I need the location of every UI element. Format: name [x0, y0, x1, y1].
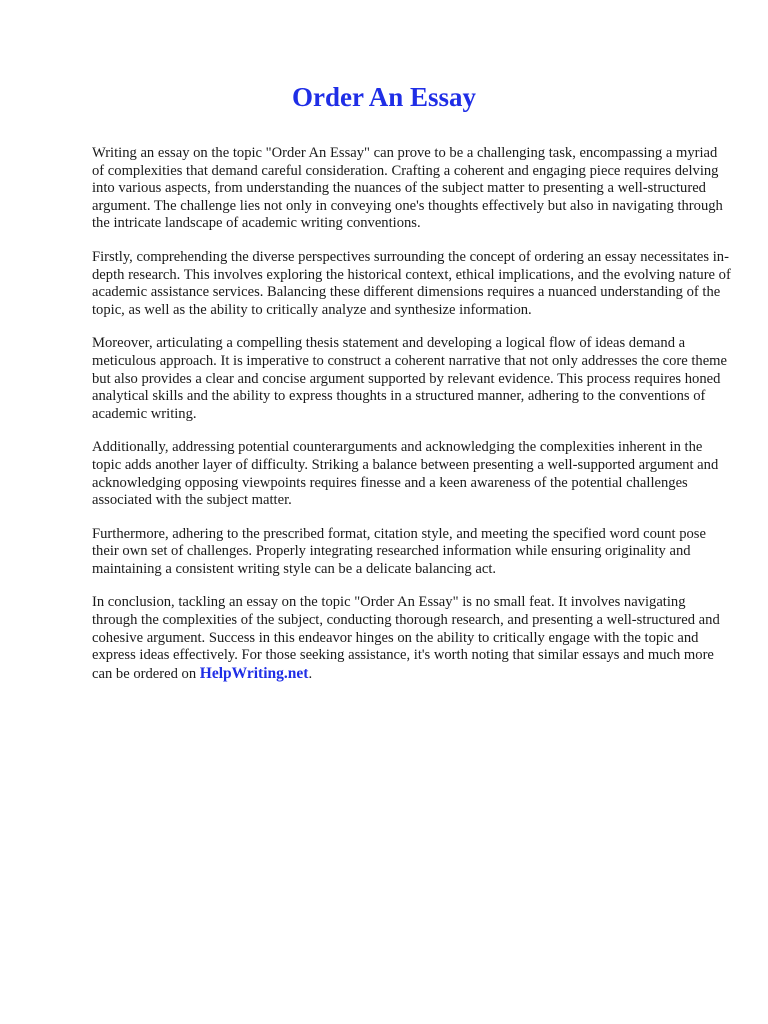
conclusion-trailing: . [308, 665, 313, 682]
paragraph-4: Additionally, addressing potential counterarguments and acknowledging the complexities inherent in the topic adds another layer of difficulty. Striking a balance between presenting a well-supported argument and acknowledging opposing viewpoints requires finesse and a keen awareness of the potential challenges associated with the subject matter. [92, 439, 719, 509]
page-title: Order An Essay [291, 82, 477, 112]
paragraph-3: Moreover, articulating a compelling thesis statement and developing a logical flow of ideas demand a meticulous approach. It is imperative to construct a coherent narrative that not only addresses the core theme but also provides a clear and concise argument supported by relevant evidence. This process requires honed analytical skills and the ability to express thoughts in a structured manner, adhering to the conventions of academic writing. [92, 335, 728, 422]
conclusion-paragraph [92, 594, 732, 683]
paragraph-2: Firstly, comprehending the diverse perspectives surrounding the concept of ordering an essay necessitates in-depth research. This involves exploring the historical context, ethical implications, and the evolving nature of academic assistance services. Balancing these different dimensions requires a nuanced understanding of the topic, as well as the ability to critically analyze and synthesize information. [92, 248, 731, 318]
essay-body [92, 145, 732, 699]
paragraph-5: Furthermore, adhering to the prescribed format, citation style, and meeting the specified word count pose their own set of challenges. Properly integrating researched information while ensuring originality and maintaining a consistent writing style can be a delicate balancing act. [92, 525, 706, 577]
conclusion-text: In conclusion, tackling an essay on the topic "Order An Essay" is no small feat. It involves navigating through the complexities of the subject, conducting thorough research, and presenting a well-structured and cohesive argument. Success in this endeavor hinges on the ability to critically engage with the topic and express ideas effectively. For those seeking assistance, it's worth noting that similar essays and much more can be ordered on [92, 594, 720, 682]
helpwriting-link[interactable]: HelpWriting.net [199, 664, 309, 682]
paragraph-1: Writing an essay on the topic "Order An Essay" can prove to be a challenging task, encompassing a myriad of complexities that demand careful consideration. Crafting a coherent and engaging piece requires delving into various aspects, from understanding the nuances of the subject matter to presenting a well-structured argument. The challenge lies not only in conveying one's thoughts effectively but also in navigating through the intricate landscape of academic writing conventions. [92, 145, 723, 232]
